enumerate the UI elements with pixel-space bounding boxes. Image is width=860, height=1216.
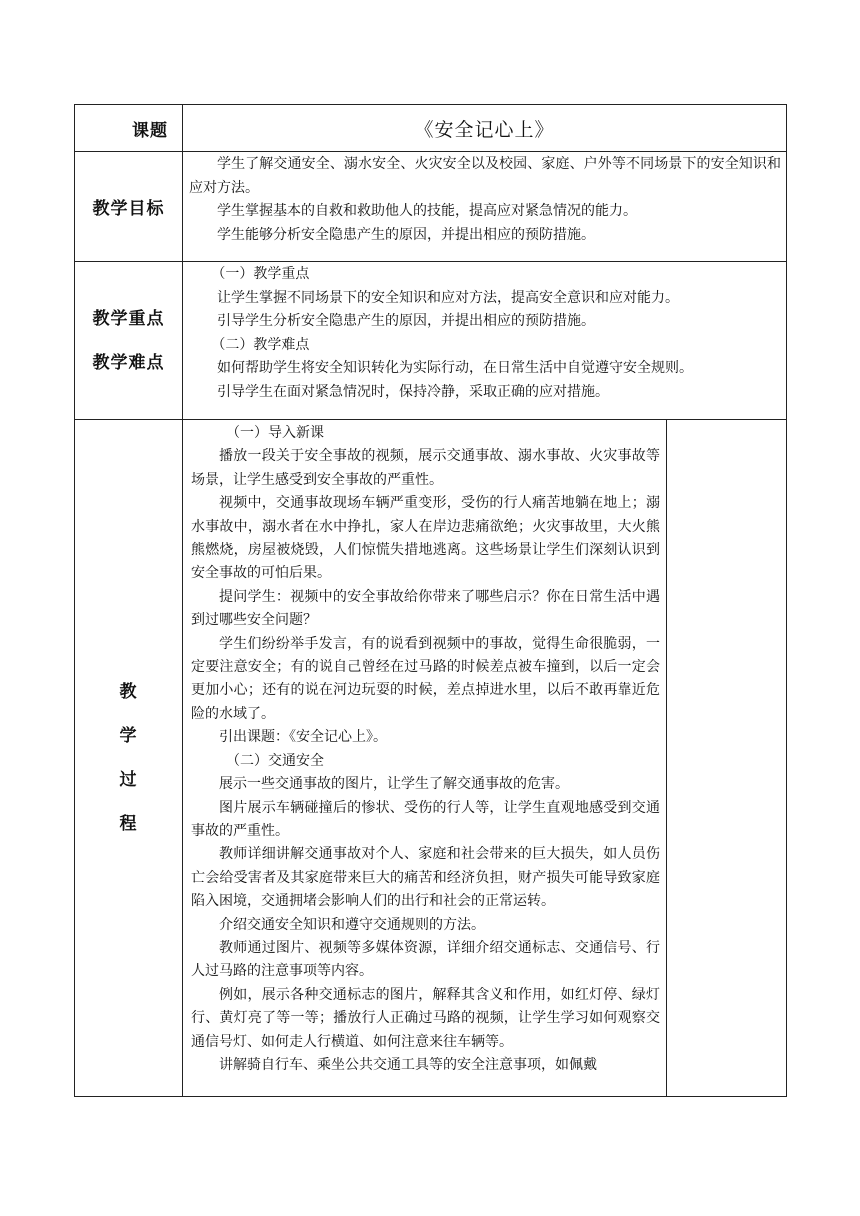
process-paragraph: 教师通过图片、视频等多媒体资源，详细介绍交通标志、交通信号、行人过马路的注意事项等内容。 (191, 939, 660, 980)
key-item: 引导学生在面对紧急情况时，保持冷静，采取正确的应对措施。 (217, 383, 609, 400)
process-paragraph: 视频中，交通事故现场车辆严重变形，受伤的行人痛苦地躺在地上；溺水事故中，溺水者在水中挣扎，家人在岸边悲痛欲绝；火灾事故里，大火熊熊燃烧，房屋被烧毁，人们惊慌失措地逃离。这些场景让学生们深刻认识到安全事故的可怕后果。 (191, 495, 660, 582)
process-paragraph: 讲解骑自行车、乘坐公共交通工具等的安全注意事项，如佩戴 (219, 1056, 597, 1073)
process-notes-cell (667, 420, 787, 1097)
process-paragraph: 介绍交通安全知识和遵守交通规则的方法。 (219, 916, 485, 933)
process-heading: （一）导入新课 (226, 425, 324, 441)
process-row (75, 420, 787, 1097)
process-label-char: 学 (119, 726, 138, 746)
lesson-title: 《安全记心上》 (183, 105, 787, 152)
process-label-char: 程 (119, 814, 138, 834)
key-item: 引导学生分析安全隐患产生的原因，并提出相应的预防措施。 (217, 313, 595, 329)
key-item: 如何帮助学生将安全知识转化为实际行动，在日常生活中自觉遵守安全规则。 (217, 360, 693, 376)
process-paragraph: 引出课题：《安全记心上》。 (219, 729, 387, 746)
process-heading: （二）交通安全 (226, 752, 324, 769)
process-label (75, 420, 183, 1097)
process-paragraph: 学生们纷纷举手发言，有的说看到视频中的事故，觉得生命很脆弱，一定要注意安全；有的说自己曾经在过马路的时候差点被车撞到，以后一定会更加小心；还有的说在河边玩耍的时候，差点掉进水里，以后不敢再靠近危险的水域了。 (191, 635, 660, 722)
key-item: 让学生掌握不同场景下的安全知识和应对方法，提高安全意识和应对能力。 (217, 289, 679, 306)
goal-item: 学生掌握基本的自救和救助他人的技能，提高应对紧急情况的能力。 (217, 203, 637, 219)
goal-item: 学生了解交通安全、溺水安全、火灾安全以及校园、家庭、户外等不同场景下的安全知识和应对方法。 (189, 156, 782, 196)
key-points-row (75, 262, 787, 420)
lesson-plan-table (74, 104, 787, 1097)
process-paragraph: 图片展示车辆碰撞后的惨状、受伤的行人等，让学生直观地感受到交通事故的严重性。 (191, 799, 660, 839)
title-label: 课题 (75, 105, 183, 152)
process-label-char: 教 (119, 682, 138, 702)
process-paragraph: 例如，展示各种交通标志的图片，解释其含义和作用，如红灯停、绿灯行、黄灯亮了等一等；播放行人正确过马路的视频，让学生学习如何观察交通信号灯、如何走人行横道、如何注意来往车辆等。 (191, 986, 660, 1050)
process-paragraph: 教师详细讲解交通事故对个人、家庭和社会带来的巨大损失，如人员伤亡会给受害者及其家庭带来巨大的痛苦和经济负担，财产损失可能导致家庭陷入困境，交通拥堵会影响人们的出行和社会的正常运转。 (191, 846, 660, 910)
key-points-label (75, 262, 183, 420)
process-cell (183, 420, 667, 1097)
process-paragraph: 播放一段关于安全事故的视频，展示交通事故、溺水事故、火灾事故等场景，让学生感受到安全事故的严重性。 (191, 448, 660, 488)
goals-label: 教学目标 (75, 152, 183, 262)
goals-row (75, 152, 787, 262)
key-label-1: 教学重点 (92, 308, 165, 329)
process-paragraph: 提问学生：视频中的安全事故给你带来了哪些启示？你在日常生活中遇到过哪些安全问题？ (191, 588, 660, 629)
process-paragraph: 展示一些交通事故的图片，让学生了解交通事故的危害。 (219, 776, 569, 793)
key-heading: （二）教学难点 (211, 336, 310, 353)
key-points-cell (183, 262, 787, 420)
goals-cell (183, 152, 787, 262)
goal-item: 学生能够分析安全隐患产生的原因，并提出相应的预防措施。 (217, 226, 595, 243)
key-label-2: 教学难点 (92, 352, 165, 373)
title-row (75, 105, 787, 152)
key-heading: （一）教学重点 (211, 266, 310, 282)
process-label-char: 过 (119, 770, 138, 790)
